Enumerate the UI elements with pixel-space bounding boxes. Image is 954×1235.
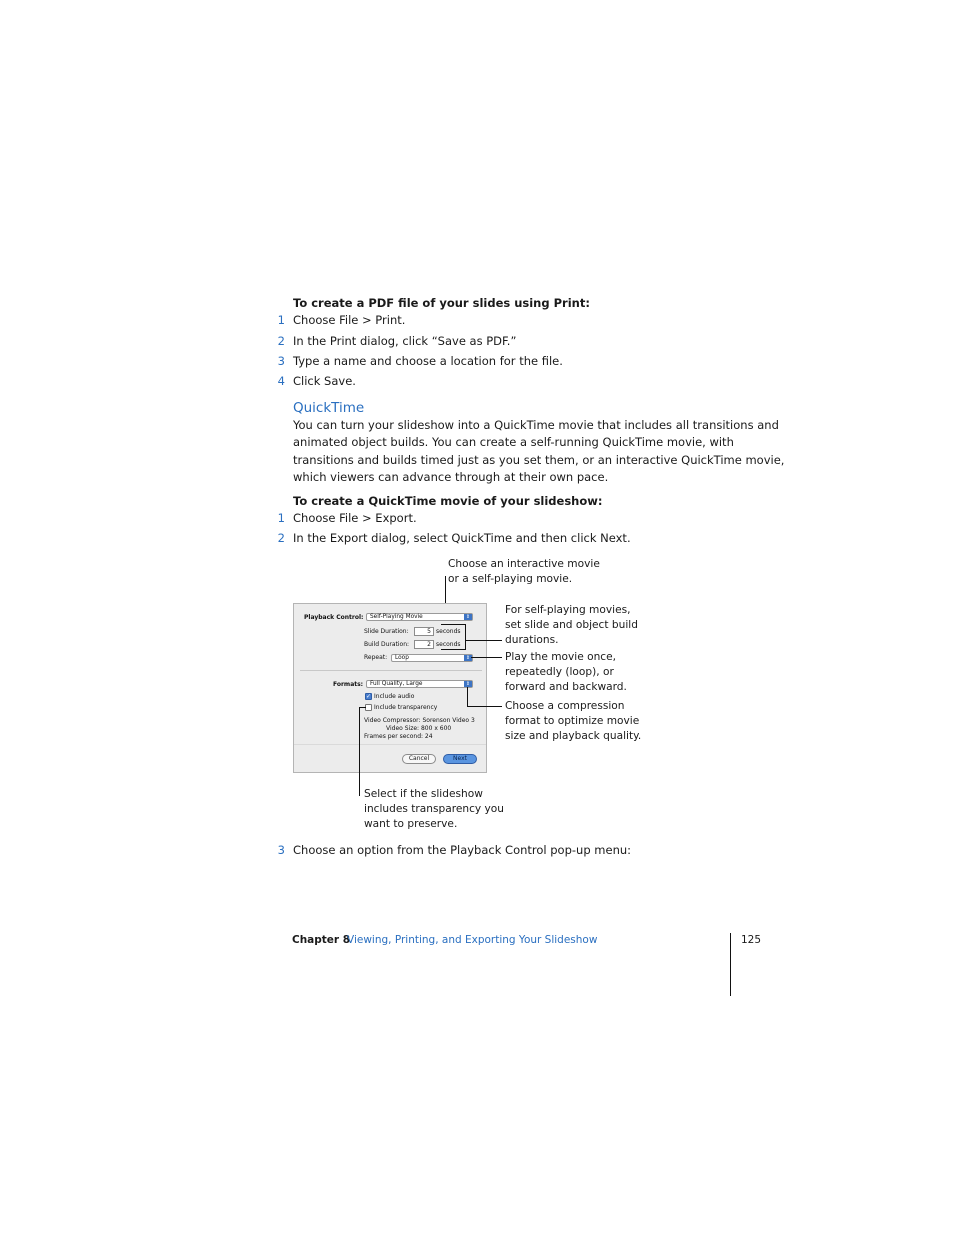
- popup-value: Full Quality, Large: [370, 681, 423, 687]
- step-text: In the Print dialog, click “Save as PDF.”: [293, 334, 517, 348]
- popup-arrows-icon: ⇕: [465, 614, 471, 620]
- include-transparency-checkbox[interactable]: [365, 704, 372, 711]
- callout-line: want to preserve.: [364, 817, 458, 830]
- repeat-popup[interactable]: [391, 654, 473, 662]
- playback-control-popup[interactable]: [366, 613, 473, 621]
- step-number: 1: [277, 511, 285, 525]
- include-audio-label: Include audio: [374, 693, 415, 700]
- export-dialog: [293, 603, 487, 773]
- callout-line: Play the movie once,: [505, 651, 617, 663]
- callout-repeat: [505, 650, 627, 694]
- callout-line: For self-playing movies,: [505, 604, 631, 616]
- section-heading-quicktime: QuickTime: [293, 400, 365, 416]
- slide-duration-field[interactable]: 5: [414, 627, 434, 636]
- callout-leader: [467, 687, 468, 706]
- step-number: 1: [277, 313, 285, 327]
- callout-leader: [471, 657, 502, 658]
- callout-line: size and playback quality.: [505, 729, 642, 742]
- callout-compression: [505, 699, 641, 743]
- callout-leader: [465, 640, 502, 641]
- step-number: 3: [277, 843, 285, 857]
- quicktime-task-heading: To create a QuickTime movie of your slideshow:: [293, 494, 603, 508]
- callout-interactive: [448, 557, 600, 587]
- slide-duration-label: Slide Duration:: [364, 628, 409, 635]
- include-audio-checkbox[interactable]: [365, 693, 372, 700]
- quicktime-paragraph: [293, 417, 785, 486]
- divider: [294, 744, 486, 745]
- page-number: 125: [741, 934, 762, 946]
- callout-durations: [505, 603, 638, 647]
- callout-bracket: [441, 649, 465, 650]
- step-number: 3: [277, 354, 285, 368]
- divider: [300, 670, 482, 671]
- callout-bracket: [441, 624, 465, 625]
- popup-arrows-icon: ⇕: [465, 655, 471, 661]
- next-button[interactable]: Next: [443, 754, 477, 764]
- paragraph-line: You can turn your slideshow into a QuickTime movie that includes all transitions and: [293, 418, 779, 432]
- callout-line: Choose a compression: [505, 700, 625, 712]
- paragraph-line: animated object builds. You can create a self-running QuickTime movie, with: [293, 435, 734, 450]
- step-number: 4: [277, 374, 285, 388]
- popup-arrows-icon: ⇕: [465, 681, 471, 687]
- include-transparency-label: Include transparency: [374, 704, 438, 711]
- repeat-label: Repeat:: [364, 654, 388, 661]
- checkmark-icon: ✓: [366, 693, 372, 700]
- video-compressor-info: Video Compressor: Sorenson Video 3: [364, 717, 475, 724]
- frames-per-second-info: Frames per second: 24: [364, 733, 433, 740]
- seconds-label: seconds: [436, 641, 461, 648]
- step-text: Type a name and choose a location for the file.: [293, 354, 563, 368]
- callout-leader: [359, 707, 360, 796]
- formats-popup[interactable]: [366, 680, 473, 688]
- step-text: Click Save.: [293, 374, 356, 388]
- callout-line: Select if the slideshow: [364, 788, 483, 800]
- callout-line: includes transparency you: [364, 802, 504, 815]
- callout-bracket: [465, 624, 466, 650]
- callout-transparency: [364, 787, 504, 831]
- step-text: In the Export dialog, select QuickTime and then click Next.: [293, 531, 631, 545]
- step-text: Choose File > Print.: [293, 313, 406, 327]
- callout-line: or a self-playing movie.: [448, 572, 573, 585]
- step-number: 2: [277, 334, 285, 348]
- popup-value: Loop: [395, 655, 409, 661]
- step-text: Choose File > Export.: [293, 511, 417, 525]
- callout-line: forward and backward.: [505, 680, 627, 693]
- callout-leader: [359, 707, 366, 708]
- playback-control-label: Playback Control:: [304, 614, 364, 621]
- callout-line: durations.: [505, 633, 559, 646]
- footer-chapter-title: Viewing, Printing, and Exporting Your Slideshow: [347, 934, 598, 946]
- callout-leader: [467, 706, 502, 707]
- video-size-info: Video Size: 800 x 600: [386, 725, 452, 732]
- formats-label: Formats:: [333, 681, 364, 688]
- footer-chapter: Chapter 8: [292, 934, 351, 946]
- step-number: 2: [277, 531, 285, 545]
- footer-rule: [730, 933, 731, 996]
- build-duration-label: Build Duration:: [364, 641, 410, 648]
- seconds-label: seconds: [436, 628, 461, 635]
- popup-value: Self-Playing Movie: [370, 614, 423, 620]
- cancel-button[interactable]: Cancel: [402, 754, 436, 764]
- paragraph-line: which viewers can advance through at their own pace.: [293, 469, 609, 484]
- callout-line: format to optimize movie: [505, 714, 640, 727]
- step-text: Choose an option from the Playback Control pop-up menu:: [293, 843, 632, 857]
- pdf-task-heading: To create a PDF file of your slides using Print:: [293, 296, 590, 310]
- callout-line: repeatedly (loop), or: [505, 665, 614, 678]
- callout-line: Choose an interactive movie: [448, 558, 600, 570]
- build-duration-field[interactable]: 2: [414, 640, 434, 649]
- paragraph-line: transitions and builds timed just as you set them, or an interactive QuickTime movie,: [293, 452, 785, 467]
- callout-line: set slide and object build: [505, 618, 638, 631]
